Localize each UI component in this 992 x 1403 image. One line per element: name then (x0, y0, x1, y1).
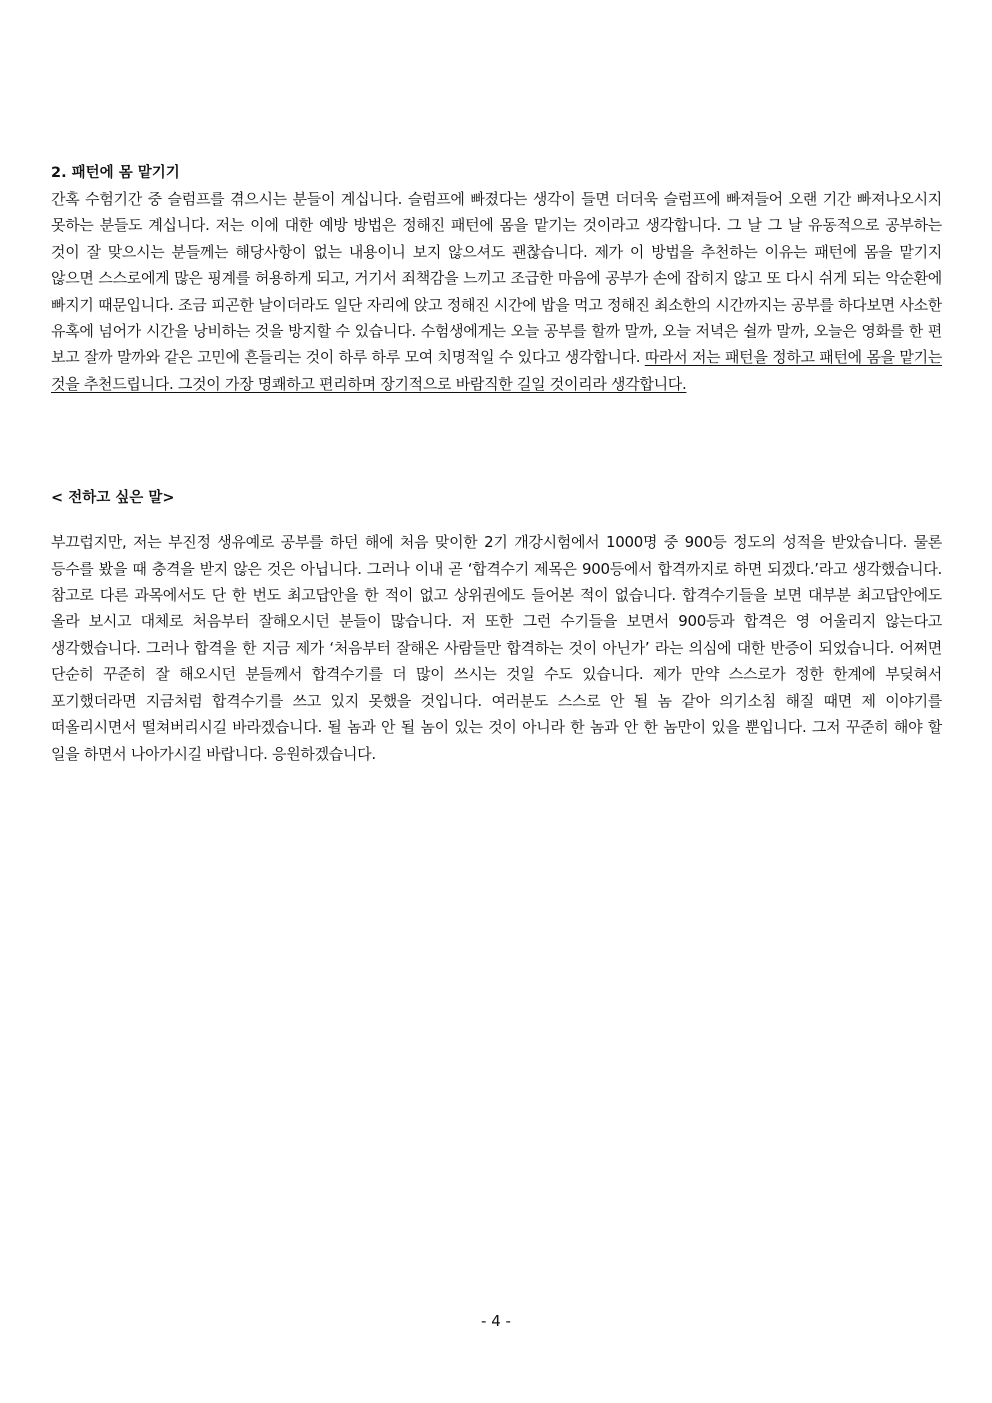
document-page (51, 160, 942, 767)
section-body-underlined-text: 따라서 저는 패턴을 정하고 패턴에 몸을 맡기는 것을 추천드립니다. 그것이 가장 명쾌하고 편리하며 장기적으로 바람직한 길일 것이리라 생각합니다. (51, 348, 943, 393)
heading-spacer (51, 511, 942, 529)
section-body-text: 간혹 수험기간 중 슬럼프를 겪으시는 분들이 계십니다. 슬럼프에 빠졌다는 생각이 들면 더더욱 슬럼프에 빠져들어 오랜 기간 빠져나오시지 못하는 분들도 계십니다. 저는 이에 대한 예방 방법은 정해진 패턴에 몸을 맡기는 것이라고 생각합니다. 그 날 그 날 유동적으로 공부하는 것이 잘 맞으시는 분들께는 해당사항이 없는 내용이니 보지 않으셔도 괜찮습니다. 제가 이 방법을 추천하는 이유는 패턴에 몸을 맡기지 않으면 스스로에게 많은 핑계를 허용하게 되고, 거기서 죄책감을 느끼고 조급한 마음에 공부가 손에 잡히지 않고 또 다시 쉬게 되는 악순환에 빠지기 때문입니다. 조금 피곤한 날이더라도 일단 자리에 앉고 정해진 시간에 밥을 먹고 정해진 최소한의 시간까지는 공부를 하다보면 사소한 유혹에 넘어가 시간을 낭비하는 것을 방지할 수 있습니다. 수험생에게는 오늘 공부를 할까 말까, 오늘 저녁은 쉴까 말까, 오늘은 영화를 한 편 보고 잘까 말까와 같은 고민에 흔들리는 것이 하루 하루 모여 치명적일 수 있다고 생각합니다. (51, 190, 942, 367)
section-spacer (51, 397, 942, 485)
page-number: - 4 - (481, 1312, 511, 1330)
section-body-closing: 부끄럽지만, 저는 부진정 생유예로 공부를 하던 해에 처음 맞이한 2기 개강시험에서 1000명 중 900등 정도의 성적을 받았습니다. 물론 등수를 봤을 때 충격을 받지 않은 것은 아닙니다. 그러나 이내 곧 ‘합격수기 제목은 900등에서 합격까지로 하면 되겠다.’라고 생각했습니다. 참고로 다른 과목에서도 단 한 번도 최고답안을 한 적이 없고 상위권에도 들어본 적이 없습니다. 합격수기들을 보면 대부분 최고답안에도 올라 보시고 대체로 처음부터 잘해오시던 분들이 많습니다. 저 또한 그런 수기들을 보면서 900등과 합격은 영 어울리지 않는다고 생각했습니다. 그러나 합격을 한 지금 제가 ‘처음부터 잘해온 사람들만 합격하는 것이 아닌가’ 라는 의심에 대한 반증이 되었습니다. 어쩌면 단순히 꾸준히 잘 해오시던 분들께서 합격수기를 더 많이 쓰시는 것일 수도 있습니다. 제가 만약 스스로가 정한 한계에 부딪혀서 포기했더라면 지금처럼 합격수기를 쓰고 있지 못했을 것입니다. 여러분도 스스로 안 될 놈 같아 의기소침 해질 때면 제 이야기를 떠올리시면서 떨쳐버리시길 바라겠습니다. 될 놈과 안 될 놈이 있는 것이 아니라 한 놈과 안 한 놈만이 있을 뿐입니다. 그저 꾸준히 해야 할 일을 하면서 나아가시길 바랍니다. 응원하겠습니다. (51, 533, 942, 763)
section-heading-closing: < 전하고 싶은 말> (51, 490, 175, 507)
section-body-pattern (51, 186, 942, 397)
section-heading-pattern: 2. 패턴에 몸 맡기기 (51, 165, 180, 181)
